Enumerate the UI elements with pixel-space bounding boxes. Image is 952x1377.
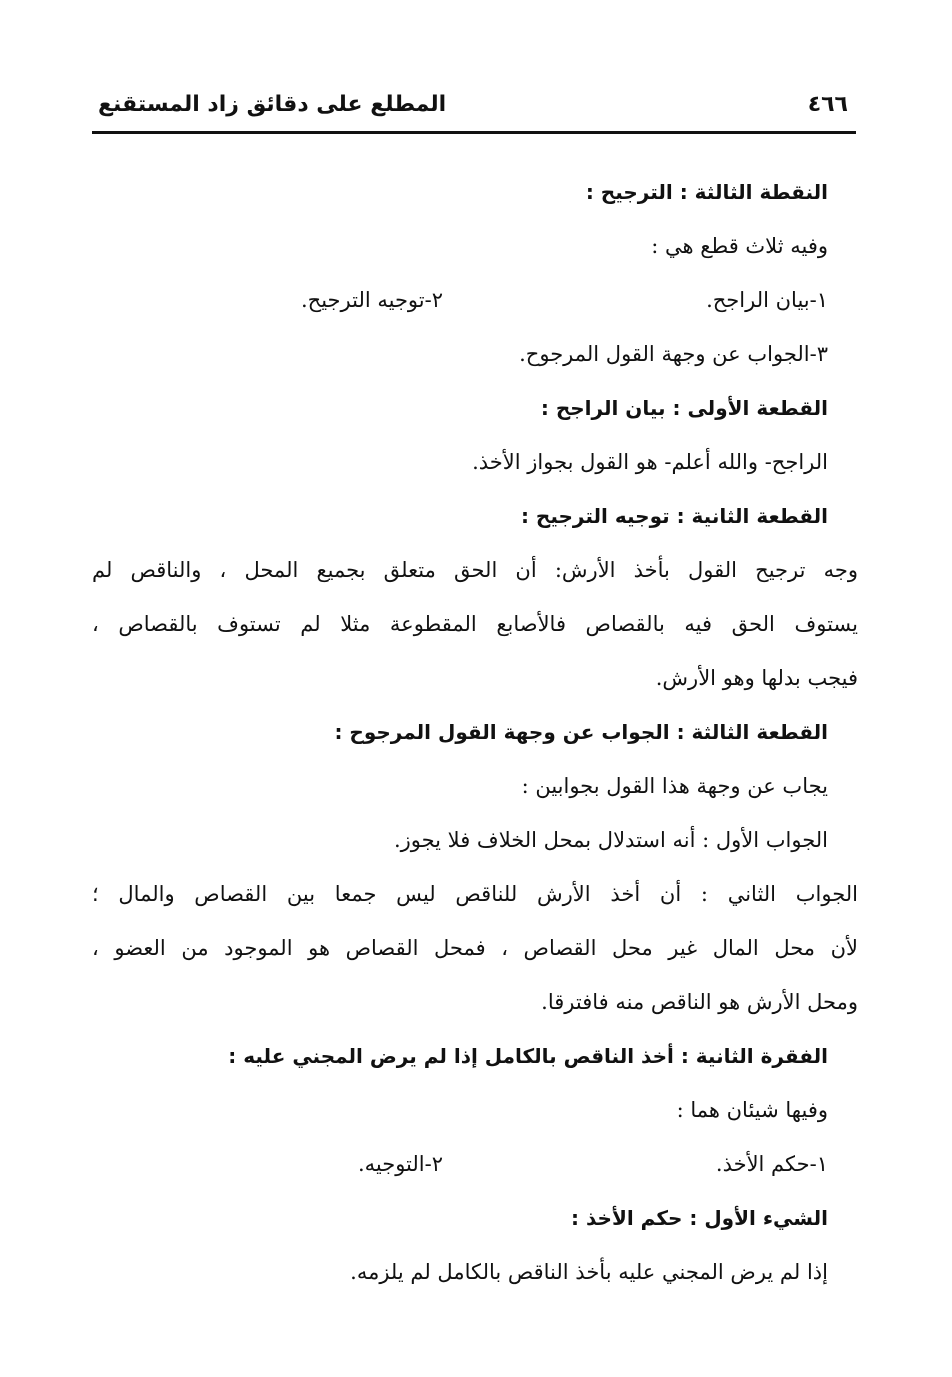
list-item: ١-بيان الراجح. [706,288,828,312]
section-heading: النقطة الثالثة : الترجيح : [585,180,828,204]
section-heading: الفقرة الثانية : أخذ الناقص بالكامل إذا لم يرض المجني عليه : [228,1044,828,1068]
paragraph-line: الجواب الثاني : أن أخذ الأرش للناقص ليس جمعا بين القصاص والمال ؛ [92,882,858,906]
paragraph-line: إذا لم يرض المجني عليه بأخذ الناقص بالكامل لم يلزمه. [350,1260,828,1284]
paragraph-line: وفيه ثلاث قطع هي : [651,234,828,258]
paragraph-line: ومحل الأرش هو الناقص منه فافترقا. [541,990,858,1014]
paragraph-line: يستوف الحق فيه بالقصاص فالأصابع المقطوعة مثلا لم تستوف بالقصاص ، [92,612,858,636]
enumerated-list [92,1137,828,1191]
list-item: ١-حكم الأخذ. [715,1152,828,1176]
body-text [92,165,858,1299]
paragraph-line: يجاب عن وجهة هذا القول بجوابين : [521,774,828,798]
subsection-heading: القطعة الأولى : بيان الراجح : [540,396,828,420]
list-item: ٢-توجيه الترجيح. [300,288,443,312]
header-rule [92,131,856,134]
list-item: ٣-الجواب عن وجهة القول المرجوح. [519,342,828,366]
list-item: ٢-التوجيه. [357,1152,443,1176]
running-header [92,88,856,128]
subsection-heading: القطعة الثانية : توجيه الترجيح : [520,504,828,528]
paragraph-line: الجواب الأول : أنه استدلال بمحل الخلاف فلا يجوز. [393,828,828,852]
book-title: المطلع على دقائق زاد المستقنع [98,92,447,117]
page-number: ٤٦٦ [807,92,848,117]
paragraph-line: الراجح- والله أعلم- هو القول بجواز الأخذ. [472,450,828,474]
paragraph-line: وفيها شيئان هما : [676,1098,828,1122]
paragraph-line: لأن محل المال غير محل القصاص ، فمحل القصاص هو الموجود من العضو ، [92,936,858,960]
paragraph-line: فيجب بدلها وهو الأرش. [655,666,858,690]
subsection-heading: الشيء الأول : حكم الأخذ : [571,1206,828,1230]
subsection-heading: القطعة الثالثة : الجواب عن وجهة القول المرجوح : [334,720,828,744]
paragraph-line: وجه ترجيح القول بأخذ الأرش: أن الحق متعلق بجميع المحل ، والناقص لم [92,558,858,582]
enumerated-list [92,273,828,327]
